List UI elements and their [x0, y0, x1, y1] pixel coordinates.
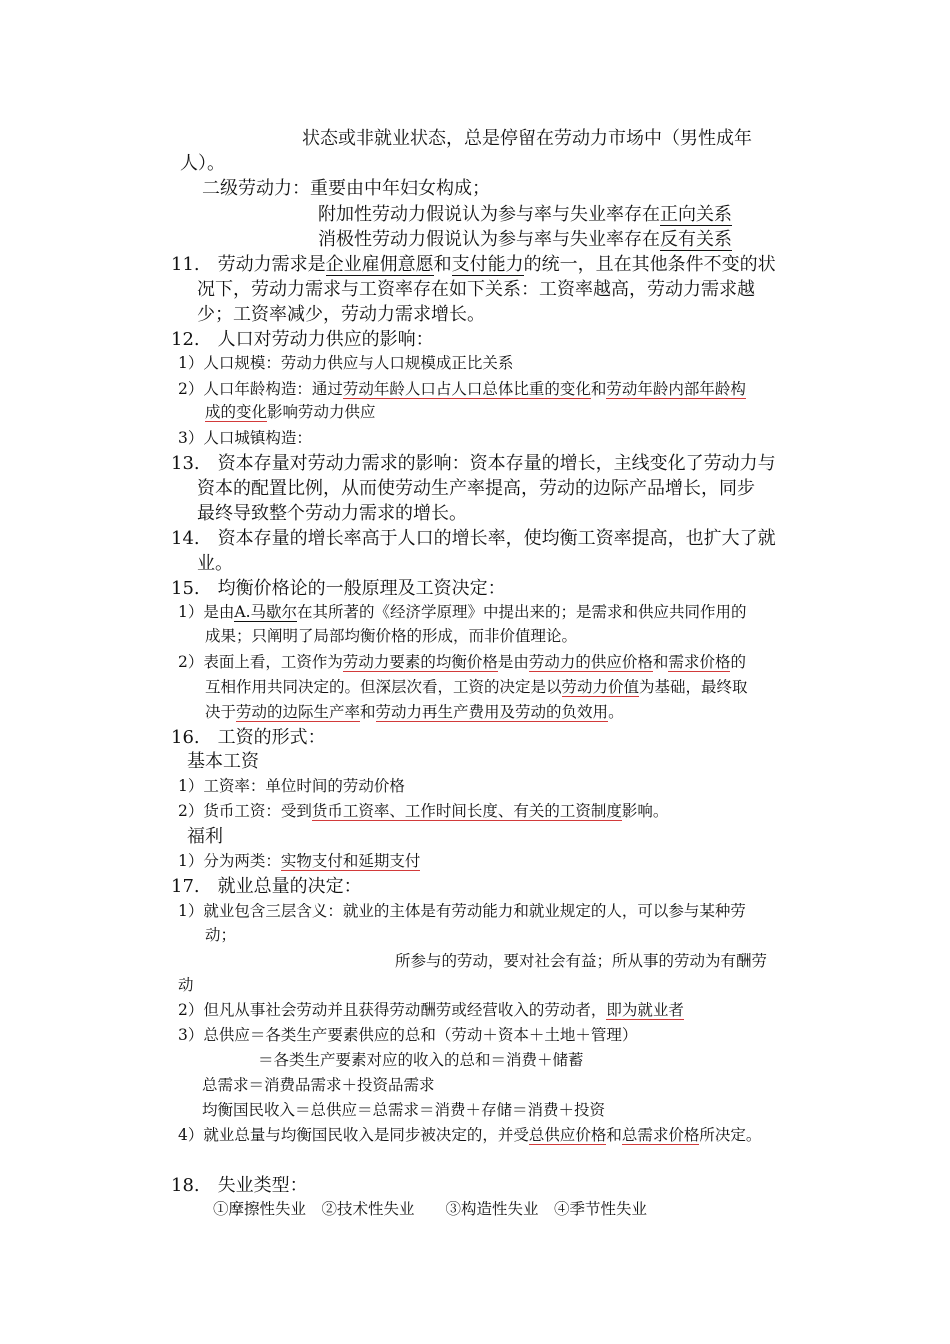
text-line: 状态或非就业状态，总是停留在劳动力市场中（男性成年	[302, 128, 752, 149]
item-18: 18. 失业类型：	[171, 1175, 308, 1196]
sub-item: 2）货币工资：受到货币工资率、工作时间长度、有关的工资制度影响。	[178, 802, 669, 820]
red-underlined-term: 劳动力的供应价格	[528, 653, 653, 671]
text-line: 消极性劳动力假说认为参与率与失业率存在反有关系	[318, 229, 732, 250]
sub-item: 2）人口年龄构造：通过劳动年龄人口占人口总体比重的变化和劳动年龄内部年龄构	[178, 380, 746, 398]
red-underlined-term: 劳动力价值	[561, 678, 640, 696]
red-underlined-term: 即为就业者	[606, 1001, 684, 1019]
item-16: 16. 工资的形式：	[171, 727, 326, 748]
red-underlined-term: 成的变化	[205, 403, 268, 421]
text-line: 决于劳动的边际生产率和劳动力再生产费用及劳动的负效用。	[205, 703, 624, 721]
subheading: 福利	[187, 826, 223, 847]
text-line: 少；工资率减少，劳动力需求增长。	[197, 304, 485, 325]
red-underlined-term: 货币工资率、工作时间长度、有关的工资制度	[311, 802, 622, 820]
text-line: 均衡国民收入＝总供应＝总需求＝消费＋存储＝消费＋投资	[202, 1101, 606, 1119]
red-underlined-term: 劳动年龄人口占人口总体比重的变化	[342, 380, 591, 398]
text-line: 资本的配置比例，从而使劳动生产率提高，劳动的边际产品增长，同步	[197, 478, 755, 499]
text-line: 附加性劳动力假说认为参与率与失业率存在正向关系	[318, 204, 732, 225]
red-underlined-term: 劳动的边际生产率	[236, 703, 361, 721]
text-line: 互相作用共同决定的。但深层次看，工资的决定是以劳动力价值为基础，最终取	[205, 678, 748, 696]
text-line: 况下，劳动力需求与工资率存在如下关系：工资率越高，劳动力需求越	[197, 279, 755, 300]
text-line: 人）。	[180, 153, 225, 174]
sub-item: 3）人口城镇构造：	[178, 429, 312, 447]
sub-item: 3）总供应＝各类生产要素供应的总和（劳动＋资本＋土地＋管理）	[178, 1026, 638, 1044]
sub-item: 2）表面上看，工资作为劳动力要素的均衡价格是由劳动力的供应价格和需求价格的	[178, 653, 746, 671]
sub-item: 1）人口规模：劳动力供应与人口规模成正比关系	[178, 354, 514, 372]
underlined-term: 正向关系	[660, 204, 732, 225]
sub-item: 1）工资率：单位时间的劳动价格	[178, 777, 405, 795]
underlined-term: 反有关系	[660, 229, 732, 250]
sub-item: 1）是由A.马歇尔在其所著的《经济学原理》中提出来的；是需求和供应共同作用的	[178, 603, 747, 621]
text-line: 总需求＝消费品需求＋投资品需求	[202, 1076, 435, 1094]
text-line: 最终导致整个劳动力需求的增长。	[197, 503, 467, 524]
item-13: 13. 资本存量对劳动力需求的影响：资本存量的增长，主线变化了劳动力与	[171, 453, 776, 474]
red-underlined-term: 劳动年龄内部年龄构	[606, 380, 746, 398]
text-line: 动	[178, 976, 194, 994]
item-17: 17. 就业总量的决定：	[171, 876, 362, 897]
underlined-term: A.马歇尔	[234, 603, 297, 621]
sub-item: 2）但凡从事社会劳动并且获得劳动酬劳或经营收入的劳动者，即为就业者	[178, 1001, 684, 1019]
item-11: 11. 劳动力需求是企业雇佣意愿和支付能力的统一，且在其他条件不变的状	[171, 254, 776, 275]
text-line: ①摩擦性失业 ②技术性失业 ③构造性失业 ④季节性失业	[213, 1200, 648, 1218]
item-14: 14. 资本存量的增长率高于人口的增长率，使均衡工资率提高，也扩大了就	[171, 528, 776, 549]
text-line: 所参与的劳动，要对社会有益；所从事的劳动为有酬劳	[395, 952, 768, 970]
text-line: 成的变化影响劳动力供应	[205, 403, 376, 421]
text-line: 动；	[205, 926, 237, 944]
red-underlined-term: 劳动力再生产费用及劳动的负效用	[375, 703, 609, 721]
sub-item: 1）就业包含三层含义：就业的主体是有劳动能力和就业规定的人，可以参与某种劳	[178, 902, 746, 920]
red-underlined-term: 总供应价格	[528, 1126, 607, 1144]
subheading: 基本工资	[187, 751, 259, 772]
red-underlined-term: 总需求价格	[621, 1126, 700, 1144]
red-underlined-term: 需求价格	[668, 653, 731, 671]
sub-item: 1）分为两类：实物支付和延期支付	[178, 852, 421, 870]
red-underlined-term: 实物支付和延期支付	[280, 852, 421, 870]
red-underlined-term: 劳动力要素的均衡价格	[342, 653, 498, 671]
underlined-term: 企业雇佣意愿	[325, 254, 434, 275]
text-line: 成果；只阐明了局部均衡价格的形成，而非价值理论。	[205, 627, 578, 645]
text-line: 二级劳动力：重要由中年妇女构成；	[202, 178, 490, 199]
text-line: 业。	[197, 553, 233, 574]
underlined-term: 支付能力	[451, 254, 524, 275]
item-15: 15. 均衡价格论的一般原理及工资决定：	[171, 578, 506, 599]
text-line: ＝各类生产要素对应的收入的总和＝消费＋储蓄	[258, 1051, 584, 1069]
item-12: 12. 人口对劳动力供应的影响：	[171, 329, 434, 350]
sub-item: 4）就业总量与均衡国民收入是同步被决定的，并受总供应价格和总需求价格所决定。	[178, 1126, 762, 1144]
